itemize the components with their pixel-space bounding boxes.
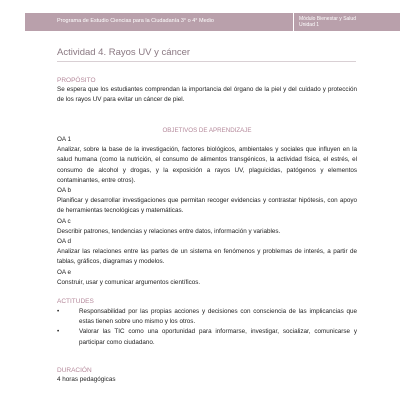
objetivos-label: OBJETIVOS DE APRENDIZAJE <box>162 127 252 134</box>
objective-text: Describir patrones, tendencias y relaciones entre datos, información y variables. <box>57 227 281 235</box>
header-module-banner <box>294 13 400 31</box>
title-divider <box>57 61 356 62</box>
proposito-label: PROPÓSITO <box>57 77 96 84</box>
objective-code: OA 1 <box>57 136 72 143</box>
header-unit-text: Unidad 1 <box>299 22 320 28</box>
actitud-text: Valorar las TIC como una oportunidad para informarse, investigar, socializar, comunicarse y participar como ciudadano. <box>79 328 357 346</box>
proposito-text: Se espera que los estudiantes comprendan la importancia del órgano de la piel y del cuidado y protección de los rayos UV para evitar un cáncer de piel. <box>57 86 357 104</box>
objective-code: OA d <box>57 238 72 246</box>
objective-text: Construir, usar y comunicar argumentos científicos. <box>57 278 201 286</box>
actitudes-list <box>57 307 357 348</box>
objective-item <box>57 217 357 237</box>
header-program-banner <box>25 13 293 31</box>
duracion-label: DURACIÓN <box>57 367 92 374</box>
objective-text: Analizar las relaciones entre las partes de un sistema en fenómenos y problemas de interés, a partir de tablas, gráficos, diagramas y modelos. <box>57 248 357 266</box>
actitudes-label: ACTITUDES <box>57 298 94 305</box>
objective-code: OA e <box>57 268 72 276</box>
list-item <box>57 307 357 327</box>
duracion-text: 4 horas pedagógicas <box>57 376 116 383</box>
objective-code: OA c <box>57 217 71 225</box>
objective-item <box>57 268 357 288</box>
objective-item <box>57 186 357 217</box>
objective-text: Analizar, sobre la base de la investigación, factores biológicos, ambientales y sociales que influyen en la salud humana (como la nutrición, el consumo de alimentos transgénicos, la actividad física, el estrés, el consumo de alcohol y drogas, y la exposición a rayos UV, plaguicidas, patógenos y elementos contaminantes, entre otros). <box>57 146 357 184</box>
header-module-text: Módulo Bienestar y Salud <box>299 16 356 22</box>
objective-text: Planificar y desarrollar investigaciones que permitan recoger evidencias y contrastar hipótesis, con apoyo de herramientas tecnológicas y matemáticas. <box>57 197 357 215</box>
objective-item <box>57 135 357 186</box>
objective-code: OA b <box>57 187 72 195</box>
page-title: Actividad 4. Rayos UV y cáncer <box>57 47 191 58</box>
objetivos-list <box>57 135 357 288</box>
objective-item <box>57 237 357 268</box>
header-program-text: Programa de Estudio Ciencias para la Ciudadanía 3° o 4° Medio <box>57 18 214 24</box>
actitud-text: Responsabilidad por las propias acciones y decisiones con consciencia de las implicancias que estas tienen sobre uno mismo y los otros. <box>79 308 357 326</box>
bullet-icon: • <box>57 328 60 336</box>
list-item <box>57 327 357 347</box>
bullet-icon: • <box>57 308 60 315</box>
